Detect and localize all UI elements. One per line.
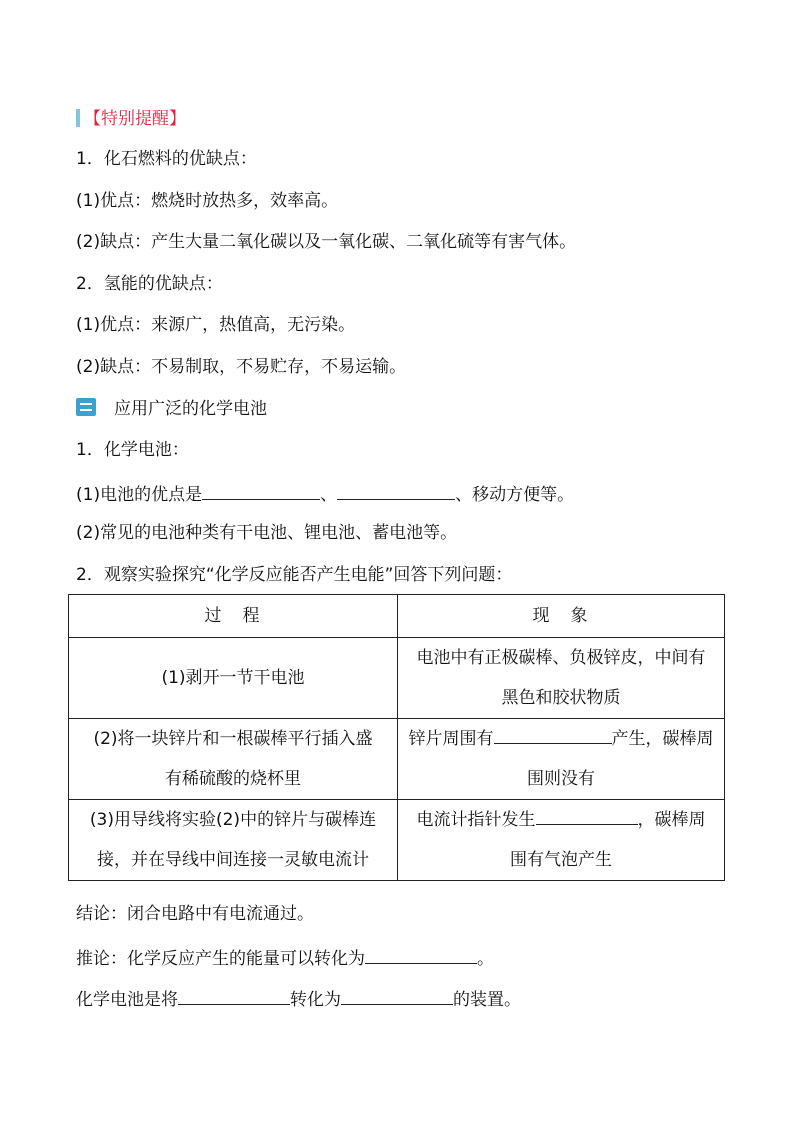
table-row [69,638,725,719]
advantages-tail: 、移动方便等。 [455,485,575,505]
section-title: 应用广泛的化学电池 [114,399,267,419]
definition-text: 转化为 [290,990,341,1010]
battery-types: (2)常见的电池种类有干电池、锂电池、蓄电池等。 [76,523,458,543]
battery-definition-line [76,986,521,1011]
phenomenon-text: 电池中有正极碳棒、负极锌皮，中间有 [416,648,706,668]
header-phenomenon: 现 象 [398,595,725,638]
inference-text: 推论：化学反应产生的能量可以转化为 [76,949,365,969]
reminder-bar-icon [76,109,80,127]
fossil-fuel-heading: 1．化石燃料的优缺点： [76,149,257,169]
battery-advantages [76,481,574,506]
phenomenon-text: 产生，碳棒周 [611,729,714,749]
phenomenon-text: 电流计指针发生 [416,810,536,830]
table-row [69,719,725,800]
process-text: (3)用导线将实验(2)中的锌片与碳棒连 [89,810,377,830]
process-cell [69,800,398,881]
fill-blank[interactable] [365,945,477,964]
phenomenon-text: 围则没有 [527,769,595,789]
special-reminder-heading [76,104,186,129]
inference-line [76,945,494,970]
definition-text: 化学电池是将 [76,990,178,1010]
fill-blank[interactable] [494,725,612,744]
experiment-table [68,594,725,881]
fossil-fuel-pros: (1)优点：燃烧时放热多，效率高。 [76,191,339,211]
hydrogen-pros: (1)优点：来源广，热值高，无污染。 [76,315,356,335]
table-row [69,800,725,881]
reminder-title: 【特别提醒】 [84,109,186,129]
section-list-icon [76,398,96,416]
process-cell [69,719,398,800]
process-text: 有稀硫酸的烧杯里 [165,769,301,789]
process-text: (2)将一块锌片和一根碳棒平行插入盛 [93,729,373,749]
definition-text: 的装置。 [453,990,521,1010]
advantages-text: (1)电池的优点是 [76,485,203,505]
fossil-fuel-cons: (2)缺点：产生大量二氧化碳以及一氧化碳、二氧化硫等有害气体。 [76,232,577,252]
fill-blank[interactable] [178,986,290,1005]
process-cell: (1)剥开一节干电池 [69,638,398,719]
fill-blank[interactable] [536,806,638,825]
phenomenon-text: 黑色和胶状物质 [501,688,621,708]
inference-end: 。 [477,949,494,969]
phenomenon-text: ，碳棒周 [637,810,706,830]
hydrogen-cons: (2)缺点：不易制取，不易贮存，不易运输。 [76,357,407,377]
phenomenon-text: 围有气泡产生 [510,850,612,870]
separator-text: 、 [320,485,338,505]
experiment-heading: 2．观察实验探究“化学反应能否产生电能”回答下列问题： [76,565,513,585]
phenomenon-text: 锌片周围有 [408,729,494,749]
phenomenon-cell [398,638,725,719]
fill-blank[interactable] [337,481,455,500]
phenomenon-cell [398,719,725,800]
header-process: 过 程 [69,595,398,638]
phenomenon-cell [398,800,725,881]
fill-blank[interactable] [341,986,453,1005]
fill-blank[interactable] [202,481,320,500]
hydrogen-heading: 2．氢能的优缺点： [76,274,223,294]
conclusion-line: 结论：闭合电路中有电流通过。 [76,904,314,924]
table-header-row [69,595,725,638]
battery-heading: 1．化学电池： [76,440,189,460]
process-text: 接，并在导线中间连接一灵敏电流计 [97,850,369,870]
